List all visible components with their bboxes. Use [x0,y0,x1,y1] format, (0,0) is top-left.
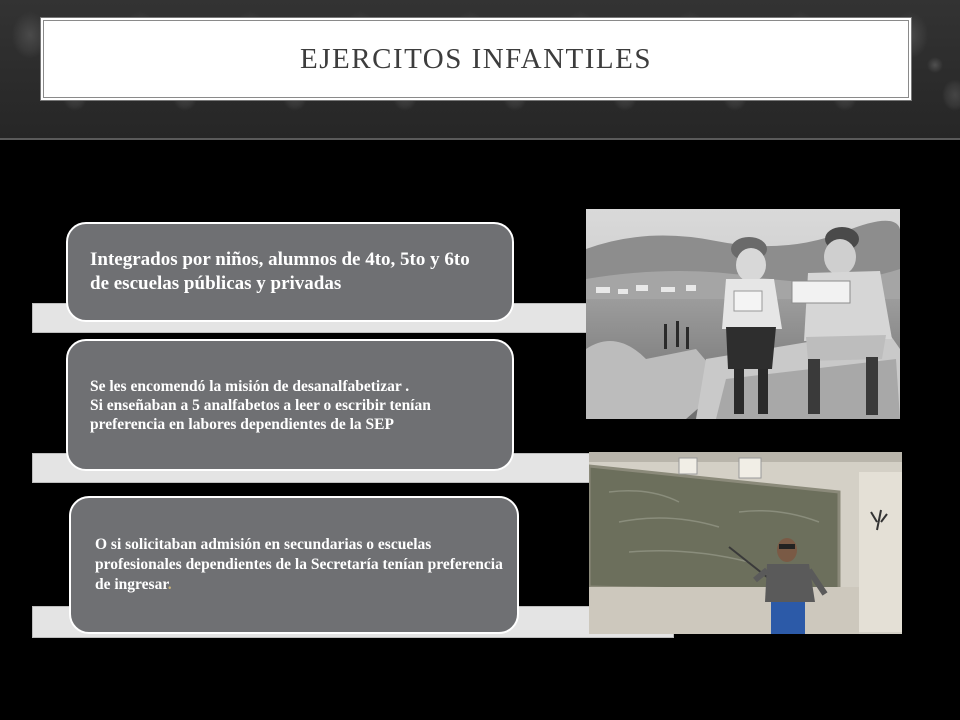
list-card-2-line1: Se les encomendó la misión de desanalfabetizar . [90,377,410,395]
list-card-2 [66,339,514,471]
title-box [40,17,912,101]
list-card-3-trailing-period: . [167,576,172,593]
list-card-3-text: O si solicitaban admisión en secundarias o escuelas profesionales dependientes de la Secretaría tenían preferencia de ingresar [95,536,503,593]
slide-title: EJERCITOS INFANTILES [300,42,652,75]
list-card-2-line2: Si enseñaban a 5 analfabetos a leer o escribir tenían preferencia en labores dependientes de la SEP [90,396,431,433]
photo-boys-reading-illustration [586,209,900,419]
list-card-1 [66,222,514,322]
photo-boy-at-chalkboard-illustration [589,452,902,634]
list-card-3 [69,496,519,634]
photo-boy-at-chalkboard [589,452,902,634]
photo-boys-reading [586,209,900,419]
list-card-1-text: Integrados por niños, alumnos de 4to, 5to y 6to de escuelas públicas y privadas [90,249,470,294]
